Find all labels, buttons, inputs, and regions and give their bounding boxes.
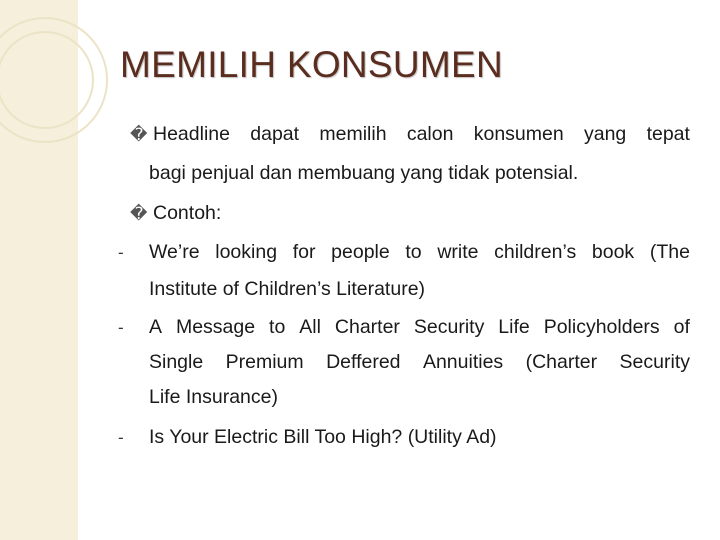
example-line: Institute of Children’s Literature) bbox=[149, 278, 426, 300]
dash-marker: - bbox=[118, 428, 124, 447]
example-line: A Message to All Charter Security Life Policyholders of bbox=[149, 316, 690, 338]
bullet-marker: � bbox=[130, 204, 148, 223]
slide-title: MEMILIH KONSUMEN bbox=[120, 44, 504, 85]
example-line: Life Insurance) bbox=[149, 386, 278, 408]
example-line: We’re looking for people to write children’s book (The bbox=[149, 241, 690, 263]
decorative-circle-inner bbox=[0, 32, 93, 128]
bullet-line: bagi penjual dan membuang yang tidak potensial. bbox=[149, 162, 579, 184]
example-line: Is Your Electric Bill Too High? (Utility Ad) bbox=[149, 426, 497, 448]
bullet-line: Headline dapat memilih calon konsumen yang tepat bbox=[153, 123, 690, 145]
decorative-circle-outer bbox=[0, 18, 107, 142]
example-line: Single Premium Deffered Annuities (Charter Security bbox=[149, 351, 690, 373]
bullet-line: Contoh: bbox=[153, 202, 222, 224]
bullet-marker: � bbox=[130, 125, 148, 144]
dash-marker: - bbox=[118, 243, 124, 262]
dash-marker: - bbox=[118, 318, 124, 337]
